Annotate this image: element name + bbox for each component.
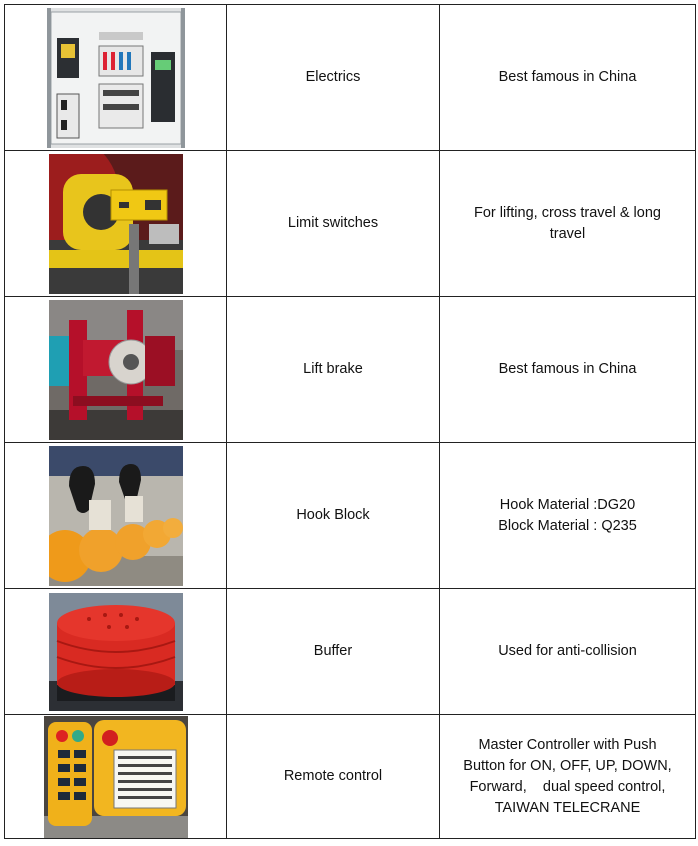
- photo-cell: [5, 715, 227, 839]
- table-row: [5, 443, 696, 589]
- photo-cell: [5, 151, 227, 297]
- photo-cell: [5, 589, 227, 715]
- component-description: Master Controller with Push Button for ON, OFF, UP, DOWN, Forward, dual speed control, TAIWAN TELECRANE: [440, 715, 696, 839]
- limit-switch-photo-icon: [49, 154, 183, 294]
- hook-block-photo-icon: [49, 446, 183, 586]
- component-name: Lift brake: [227, 297, 440, 443]
- component-description: Best famous in China: [440, 5, 696, 151]
- table-row: [5, 589, 696, 715]
- table-row: [5, 151, 696, 297]
- component-name: Remote control: [227, 715, 440, 839]
- remote-control-photo-icon: [44, 716, 188, 838]
- photo-cell: [5, 5, 227, 151]
- component-name: Hook Block: [227, 443, 440, 589]
- component-description: Used for anti-collision: [440, 589, 696, 715]
- component-table: [4, 4, 696, 839]
- component-name: Buffer: [227, 589, 440, 715]
- brake-photo-icon: [49, 300, 183, 440]
- electrical-cabinet-photo-icon: [47, 8, 185, 148]
- component-description: For lifting, cross travel & long travel: [440, 151, 696, 297]
- table-row: [5, 5, 696, 151]
- table-row: [5, 715, 696, 839]
- buffer-photo-icon: [49, 593, 183, 711]
- photo-cell: [5, 297, 227, 443]
- component-name: Electrics: [227, 5, 440, 151]
- component-description: Best famous in China: [440, 297, 696, 443]
- photo-cell: [5, 443, 227, 589]
- table-row: [5, 297, 696, 443]
- component-name: Limit switches: [227, 151, 440, 297]
- component-description: Hook Material :DG20 Block Material : Q235: [440, 443, 696, 589]
